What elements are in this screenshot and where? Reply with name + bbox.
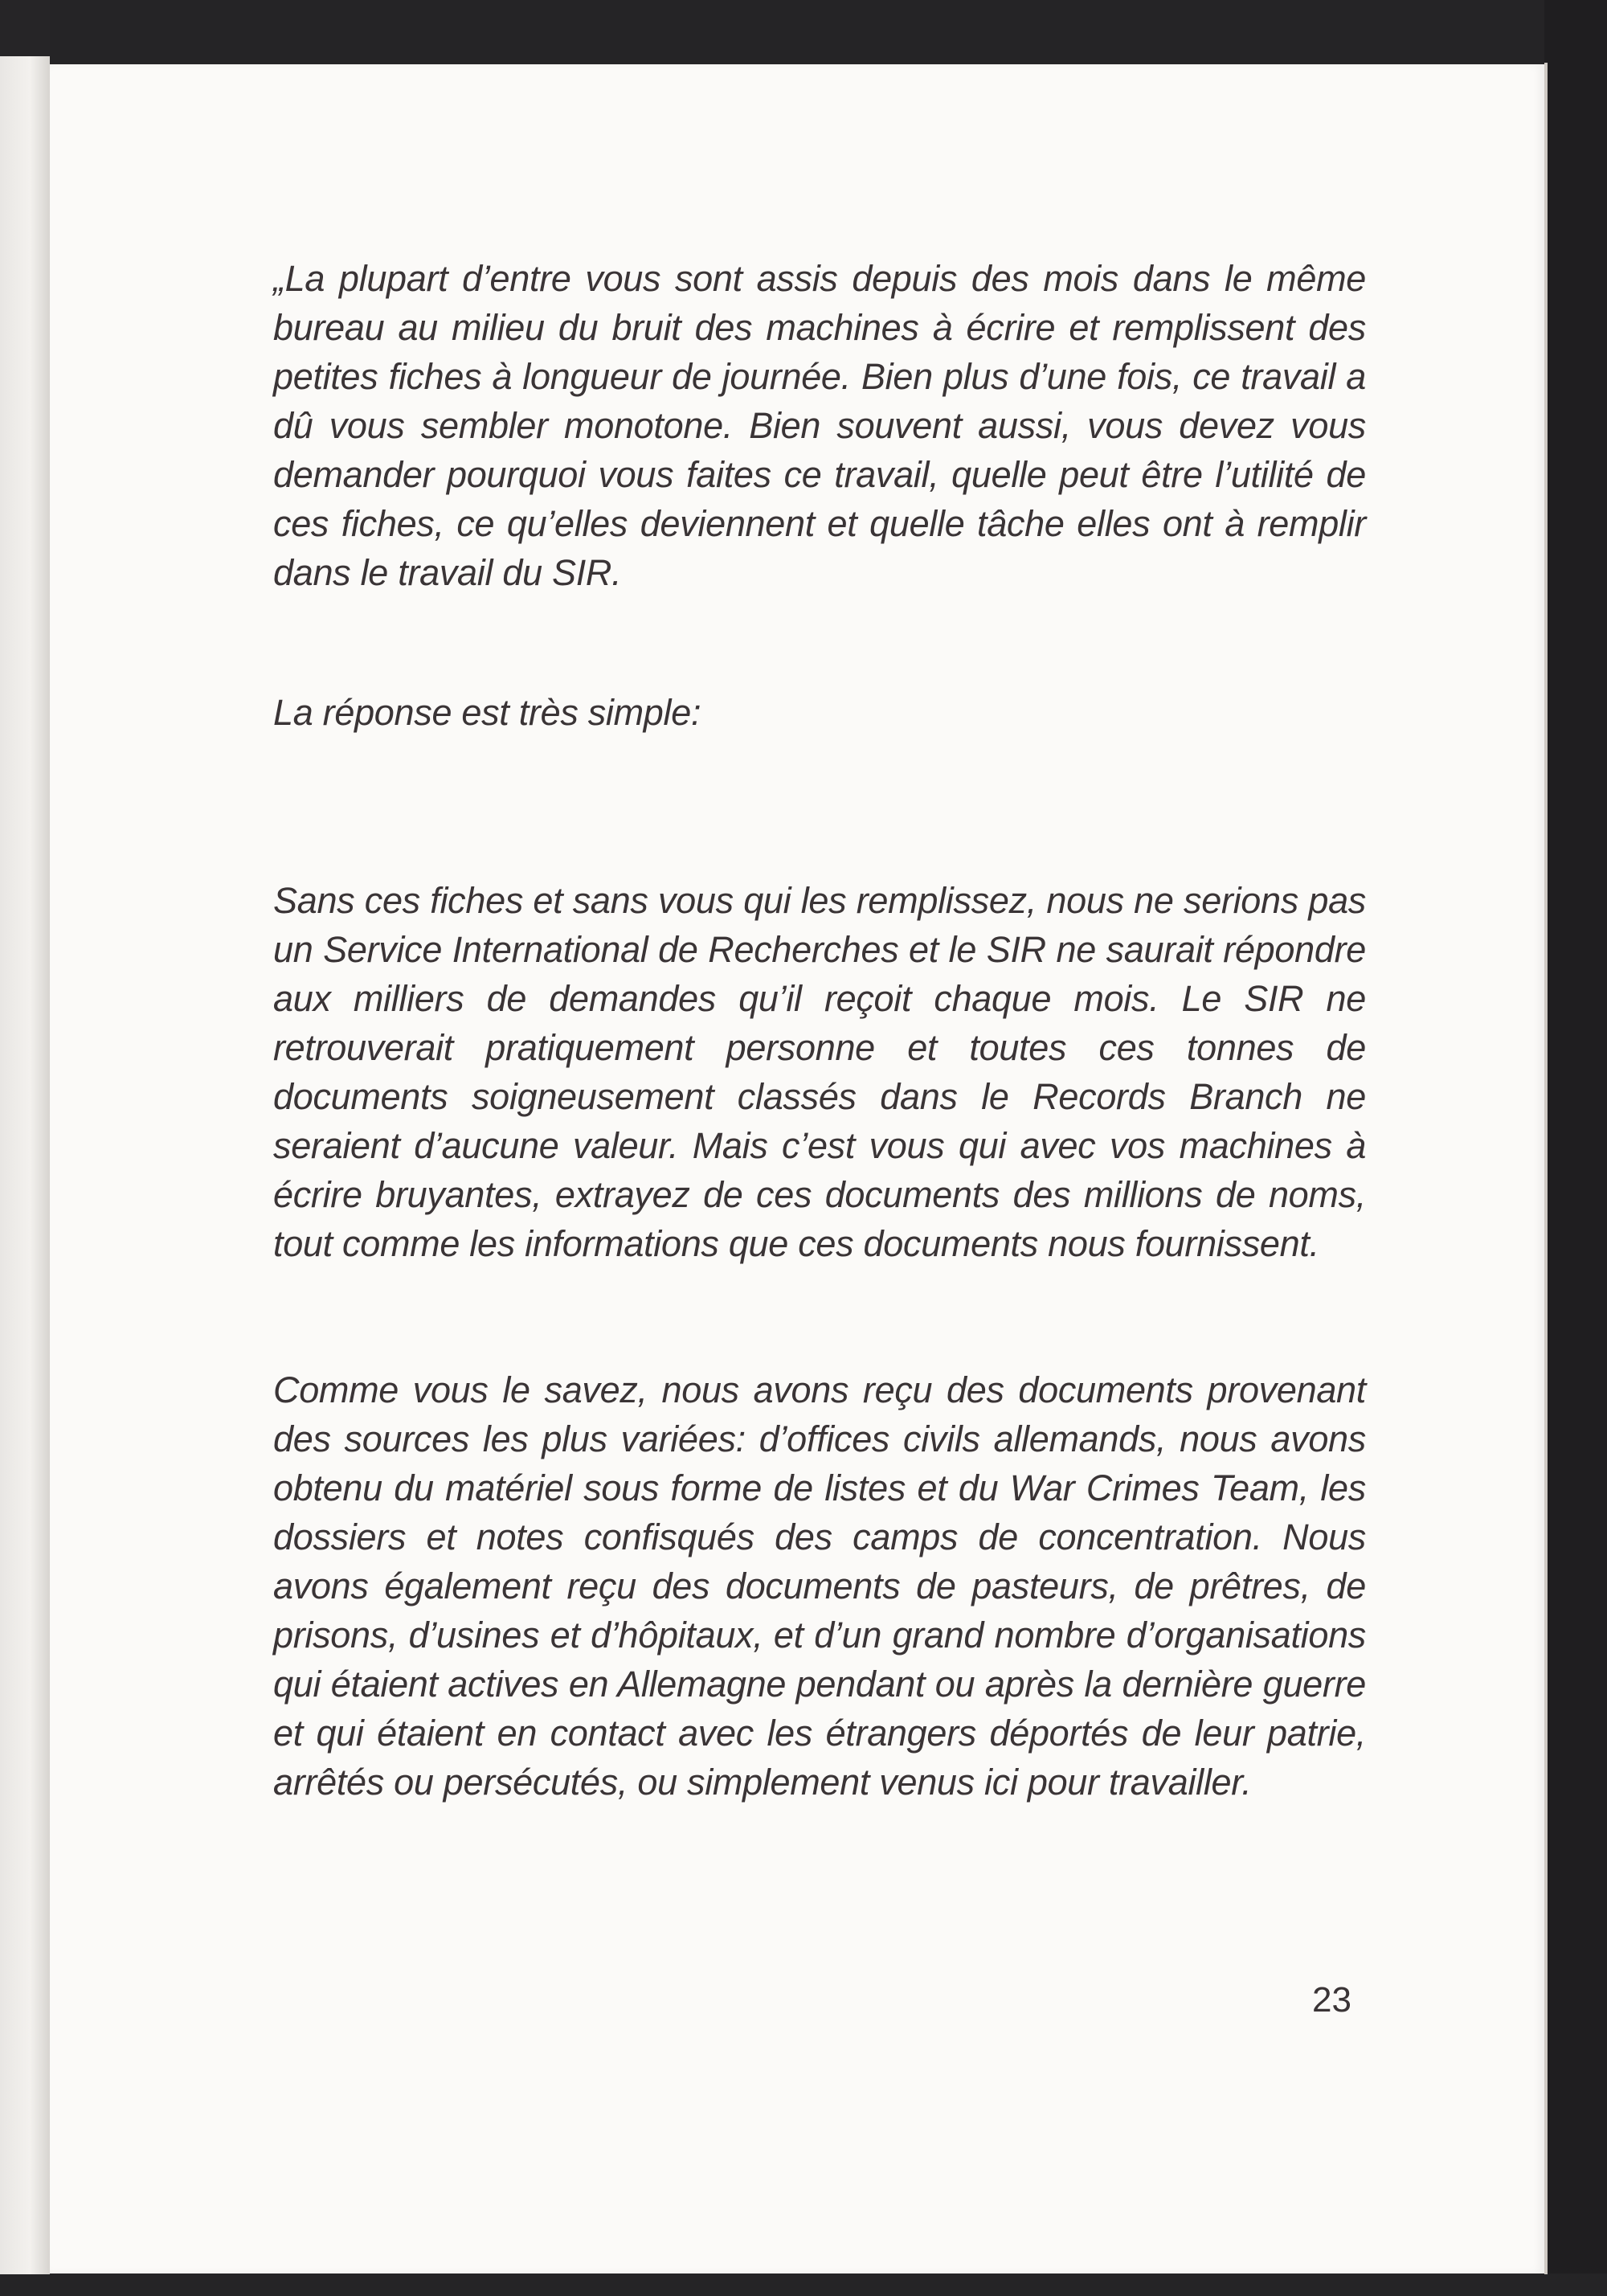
page-edge xyxy=(1544,63,1548,2274)
scanner-background-bottom xyxy=(0,2273,1607,2296)
paragraph-text: La réponse est très simple: xyxy=(273,692,701,733)
paragraph-answer xyxy=(273,876,1366,1268)
paragraph-text: Sans ces fiches et sans vous qui les remplissez, nous ne serions pas un Service International de Recherches et le SIR ne saurait répondre aux milliers de demandes qu’il reçoit chaque mois. Le SIR ne retrouverait pratiquement personne et toutes ces tonnes de documents soigneusement classés dans le Records Branch ne seraient d’aucune valeur. Mais c’est vous qui avec vos machines à écrire bruyantes, extrayez de ces documents des millions de noms, tout comme les informations que ces documents nous fournissent. xyxy=(273,880,1366,1264)
paragraph-text: Comme vous le savez, nous avons reçu des documents provenant des sources les plus variées: d’offices civils allemands, nous avons obtenu du matériel sous forme de listes et du War Crimes Team, les dossiers et notes confisqués des camps de concentration. Nous avons également reçu des documents de pasteurs, de prêtres, de prisons, d’usines et d’hôpitaux, et d’un grand nombre d’organisations qui étaient actives en Allemagne pendant ou après la dernière guerre et qui étaient en contact avec les étrangers déportés de leur patrie, arrêtés ou persécutés, ou simplement venus ici pour travailler. xyxy=(273,1369,1366,1803)
paragraph-text: „La plupart d’entre vous sont assis depuis des mois dans le même bureau au milieu du bruit des machines à écrire et remplissent des petites fiches à longueur de journée. Bien plus d’une fois, ce travail a dû vous sembler monotone. Bien souvent aussi, vous devez vous demander pourquoi vous faites ce travail, quelle peut être l’utilité de ces fiches, ce qu’elles deviennent et quelle tâche elles ont à remplir dans le travail du SIR. xyxy=(273,258,1366,593)
paragraph-answer-lead xyxy=(273,688,1366,737)
document-page xyxy=(50,64,1544,2273)
paragraph-intro xyxy=(273,254,1366,597)
scanner-background-top xyxy=(0,0,1607,64)
page-number: 23 xyxy=(1312,1980,1351,2020)
book-binding xyxy=(0,56,50,2274)
scanner-background-right xyxy=(1544,0,1607,2296)
paragraph-sources xyxy=(273,1365,1366,1807)
